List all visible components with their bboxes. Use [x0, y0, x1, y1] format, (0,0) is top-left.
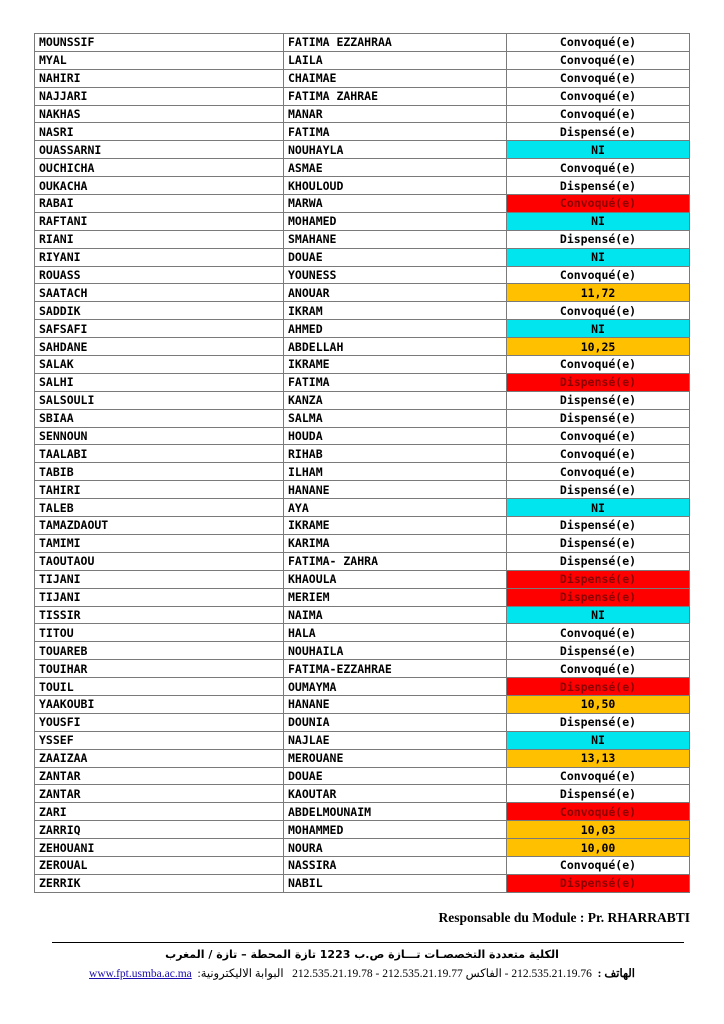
student-first-name: ILHAM	[284, 463, 507, 481]
student-first-name: MARWA	[284, 195, 507, 213]
student-first-name: AHMED	[284, 320, 507, 338]
table-row	[35, 839, 690, 857]
student-result: Dispensé(e)	[507, 534, 690, 552]
student-first-name: NAJLAE	[284, 731, 507, 749]
student-first-name: CHAIMAE	[284, 69, 507, 87]
student-result: NI	[507, 248, 690, 266]
student-first-name: ABDELLAH	[284, 338, 507, 356]
student-last-name: TALEB	[35, 499, 284, 517]
table-row	[35, 624, 690, 642]
student-last-name: TOUIL	[35, 678, 284, 696]
student-result: Convoqué(e)	[507, 660, 690, 678]
student-first-name: DOUNIA	[284, 713, 507, 731]
student-last-name: SALHI	[35, 373, 284, 391]
table-row	[35, 373, 690, 391]
student-last-name: ZERRIK	[35, 874, 284, 892]
student-last-name: SALAK	[35, 356, 284, 374]
student-last-name: ZEROUAL	[35, 856, 284, 874]
student-result: Convoqué(e)	[507, 69, 690, 87]
student-last-name: TIJANI	[35, 570, 284, 588]
student-result: Convoqué(e)	[507, 195, 690, 213]
student-result: Dispensé(e)	[507, 177, 690, 195]
student-result: 10,50	[507, 695, 690, 713]
table-row	[35, 320, 690, 338]
student-result: Dispensé(e)	[507, 373, 690, 391]
table-row	[35, 105, 690, 123]
student-last-name: TITOU	[35, 624, 284, 642]
student-result: Dispensé(e)	[507, 517, 690, 535]
student-result: Convoqué(e)	[507, 856, 690, 874]
table-row	[35, 499, 690, 517]
table-row	[35, 570, 690, 588]
student-result: Dispensé(e)	[507, 230, 690, 248]
student-last-name: YSSEF	[35, 731, 284, 749]
student-result: Convoqué(e)	[507, 51, 690, 69]
student-first-name: MOHAMED	[284, 212, 507, 230]
table-row	[35, 195, 690, 213]
student-result: Dispensé(e)	[507, 678, 690, 696]
student-result: NI	[507, 499, 690, 517]
student-last-name: ROUASS	[35, 266, 284, 284]
student-last-name: SALSOULI	[35, 391, 284, 409]
table-row	[35, 731, 690, 749]
module-responsible: Responsable du Module : Pr. RHARRABTI	[438, 910, 690, 925]
table-row	[35, 177, 690, 195]
student-last-name: TABIB	[35, 463, 284, 481]
table-row	[35, 427, 690, 445]
table-row	[35, 517, 690, 535]
student-result: Dispensé(e)	[507, 642, 690, 660]
student-first-name: IKRAME	[284, 356, 507, 374]
footer-contact	[0, 966, 724, 980]
student-last-name: NAJJARI	[35, 87, 284, 105]
student-first-name: HOUDA	[284, 427, 507, 445]
table-row	[35, 481, 690, 499]
students-results-body	[35, 34, 690, 893]
student-first-name: MEROUANE	[284, 749, 507, 767]
student-first-name: MERIEM	[284, 588, 507, 606]
table-row	[35, 463, 690, 481]
student-last-name: TAHIRI	[35, 481, 284, 499]
student-last-name: SAFSAFI	[35, 320, 284, 338]
student-last-name: TAALABI	[35, 445, 284, 463]
student-result: Dispensé(e)	[507, 481, 690, 499]
table-row	[35, 356, 690, 374]
student-last-name: SENNOUN	[35, 427, 284, 445]
student-result: 13,13	[507, 749, 690, 767]
student-result: Convoqué(e)	[507, 266, 690, 284]
student-first-name: HALA	[284, 624, 507, 642]
student-result: Dispensé(e)	[507, 391, 690, 409]
student-first-name: RIHAB	[284, 445, 507, 463]
student-last-name: SADDIK	[35, 302, 284, 320]
student-first-name: FATIMA-EZZAHRAE	[284, 660, 507, 678]
table-row	[35, 51, 690, 69]
student-first-name: AYA	[284, 499, 507, 517]
table-row	[35, 159, 690, 177]
student-last-name: SAHDANE	[35, 338, 284, 356]
student-first-name: SMAHANE	[284, 230, 507, 248]
student-result: Dispensé(e)	[507, 552, 690, 570]
student-last-name: ZAAIZAA	[35, 749, 284, 767]
student-last-name: OUCHICHA	[35, 159, 284, 177]
student-last-name: OUKACHA	[35, 177, 284, 195]
student-result: Dispensé(e)	[507, 785, 690, 803]
student-result: Convoqué(e)	[507, 356, 690, 374]
student-first-name: IKRAME	[284, 517, 507, 535]
table-row	[35, 713, 690, 731]
student-result: Dispensé(e)	[507, 874, 690, 892]
table-row	[35, 606, 690, 624]
website-link[interactable]: www.fpt.usmba.ac.ma	[89, 968, 192, 980]
table-row	[35, 695, 690, 713]
student-result: 10,03	[507, 821, 690, 839]
student-last-name: YOUSFI	[35, 713, 284, 731]
student-first-name: FATIMA ZAHRAE	[284, 87, 507, 105]
table-row	[35, 660, 690, 678]
table-row	[35, 785, 690, 803]
table-row	[35, 248, 690, 266]
student-first-name: NOURA	[284, 839, 507, 857]
table-row	[35, 856, 690, 874]
student-result: NI	[507, 212, 690, 230]
student-last-name: OUASSARNI	[35, 141, 284, 159]
student-result: Dispensé(e)	[507, 713, 690, 731]
portal-label: البوابة الاليكترونية:	[197, 968, 284, 980]
student-last-name: ZEHOUANI	[35, 839, 284, 857]
student-first-name: KARIMA	[284, 534, 507, 552]
table-row	[35, 87, 690, 105]
student-result: Dispensé(e)	[507, 409, 690, 427]
table-row	[35, 338, 690, 356]
student-last-name: TAMAZDAOUT	[35, 517, 284, 535]
student-last-name: RIANI	[35, 230, 284, 248]
student-last-name: RAFTANI	[35, 212, 284, 230]
student-last-name: TIJANI	[35, 588, 284, 606]
table-row	[35, 284, 690, 302]
table-row	[35, 266, 690, 284]
student-last-name: YAAKOUBI	[35, 695, 284, 713]
table-row	[35, 678, 690, 696]
table-row	[35, 803, 690, 821]
student-first-name: FATIMA EZZAHRAA	[284, 34, 507, 52]
table-row	[35, 141, 690, 159]
table-row	[35, 874, 690, 892]
student-last-name: NAKHAS	[35, 105, 284, 123]
footer-address: الكلية متعددة التخصصـات تـــازة ص.ب 1223 تازة المحطة – تازة / المغرب	[165, 948, 559, 961]
student-last-name: ZARI	[35, 803, 284, 821]
student-first-name: NABIL	[284, 874, 507, 892]
student-result: Convoqué(e)	[507, 159, 690, 177]
student-result: 10,00	[507, 839, 690, 857]
student-last-name: SBIAA	[35, 409, 284, 427]
student-result: Dispensé(e)	[507, 588, 690, 606]
student-first-name: ANOUAR	[284, 284, 507, 302]
student-result: Convoqué(e)	[507, 463, 690, 481]
student-first-name: KHAOULA	[284, 570, 507, 588]
student-last-name: TAMIMI	[35, 534, 284, 552]
student-first-name: DOUAE	[284, 767, 507, 785]
table-row	[35, 749, 690, 767]
student-first-name: DOUAE	[284, 248, 507, 266]
student-first-name: FATIMA	[284, 123, 507, 141]
table-row	[35, 69, 690, 87]
student-first-name: NOUHAILA	[284, 642, 507, 660]
student-last-name: RABAI	[35, 195, 284, 213]
student-result: NI	[507, 606, 690, 624]
student-first-name: KAOUTAR	[284, 785, 507, 803]
student-last-name: ZANTAR	[35, 767, 284, 785]
student-result: Convoqué(e)	[507, 302, 690, 320]
student-first-name: NASSIRA	[284, 856, 507, 874]
student-result: Convoqué(e)	[507, 427, 690, 445]
student-last-name: ZARRIQ	[35, 821, 284, 839]
table-row	[35, 534, 690, 552]
student-first-name: FATIMA- ZAHRA	[284, 552, 507, 570]
student-result: Dispensé(e)	[507, 570, 690, 588]
student-result: Convoqué(e)	[507, 34, 690, 52]
table-row	[35, 409, 690, 427]
student-first-name: FATIMA	[284, 373, 507, 391]
table-row	[35, 588, 690, 606]
student-last-name: TAOUTAOU	[35, 552, 284, 570]
table-row	[35, 123, 690, 141]
student-first-name: HANANE	[284, 481, 507, 499]
student-result: Convoqué(e)	[507, 803, 690, 821]
student-first-name: KANZA	[284, 391, 507, 409]
student-first-name: SALMA	[284, 409, 507, 427]
student-first-name: KHOULOUD	[284, 177, 507, 195]
phone-label: الهاتف :	[597, 968, 635, 980]
student-first-name: ASMAE	[284, 159, 507, 177]
student-first-name: OUMAYMA	[284, 678, 507, 696]
student-result: Convoqué(e)	[507, 87, 690, 105]
student-last-name: NAHIRI	[35, 69, 284, 87]
table-row	[35, 445, 690, 463]
student-result: Convoqué(e)	[507, 105, 690, 123]
table-row	[35, 642, 690, 660]
student-result: NI	[507, 731, 690, 749]
table-row	[35, 552, 690, 570]
table-row	[35, 230, 690, 248]
phone-fax-numbers: 212.535.21.19.76 - الفاكس 212.535.21.19.77 - 212.535.21.19.78	[292, 968, 592, 980]
student-last-name: RIYANI	[35, 248, 284, 266]
table-row	[35, 302, 690, 320]
student-result: 11,72	[507, 284, 690, 302]
student-last-name: MOUNSSIF	[35, 34, 284, 52]
student-first-name: IKRAM	[284, 302, 507, 320]
table-row	[35, 391, 690, 409]
student-first-name: NAIMA	[284, 606, 507, 624]
student-first-name: MOHAMMED	[284, 821, 507, 839]
table-row	[35, 821, 690, 839]
student-result: Dispensé(e)	[507, 123, 690, 141]
student-last-name: MYAL	[35, 51, 284, 69]
student-last-name: TISSIR	[35, 606, 284, 624]
student-last-name: SAATACH	[35, 284, 284, 302]
student-result: Convoqué(e)	[507, 445, 690, 463]
student-result: NI	[507, 320, 690, 338]
student-result: Convoqué(e)	[507, 767, 690, 785]
student-result: NI	[507, 141, 690, 159]
student-last-name: ZANTAR	[35, 785, 284, 803]
table-row	[35, 767, 690, 785]
student-result: 10,25	[507, 338, 690, 356]
students-results-table	[34, 33, 690, 893]
table-row	[35, 212, 690, 230]
student-last-name: TOUAREB	[35, 642, 284, 660]
student-first-name: MANAR	[284, 105, 507, 123]
student-first-name: ABDELMOUNAIM	[284, 803, 507, 821]
table-row	[35, 34, 690, 52]
footer-divider	[52, 942, 684, 943]
student-last-name: NASRI	[35, 123, 284, 141]
student-first-name: LAILA	[284, 51, 507, 69]
student-first-name: YOUNESS	[284, 266, 507, 284]
student-result: Convoqué(e)	[507, 624, 690, 642]
student-last-name: TOUIHAR	[35, 660, 284, 678]
student-first-name: NOUHAYLA	[284, 141, 507, 159]
student-first-name: HANANE	[284, 695, 507, 713]
